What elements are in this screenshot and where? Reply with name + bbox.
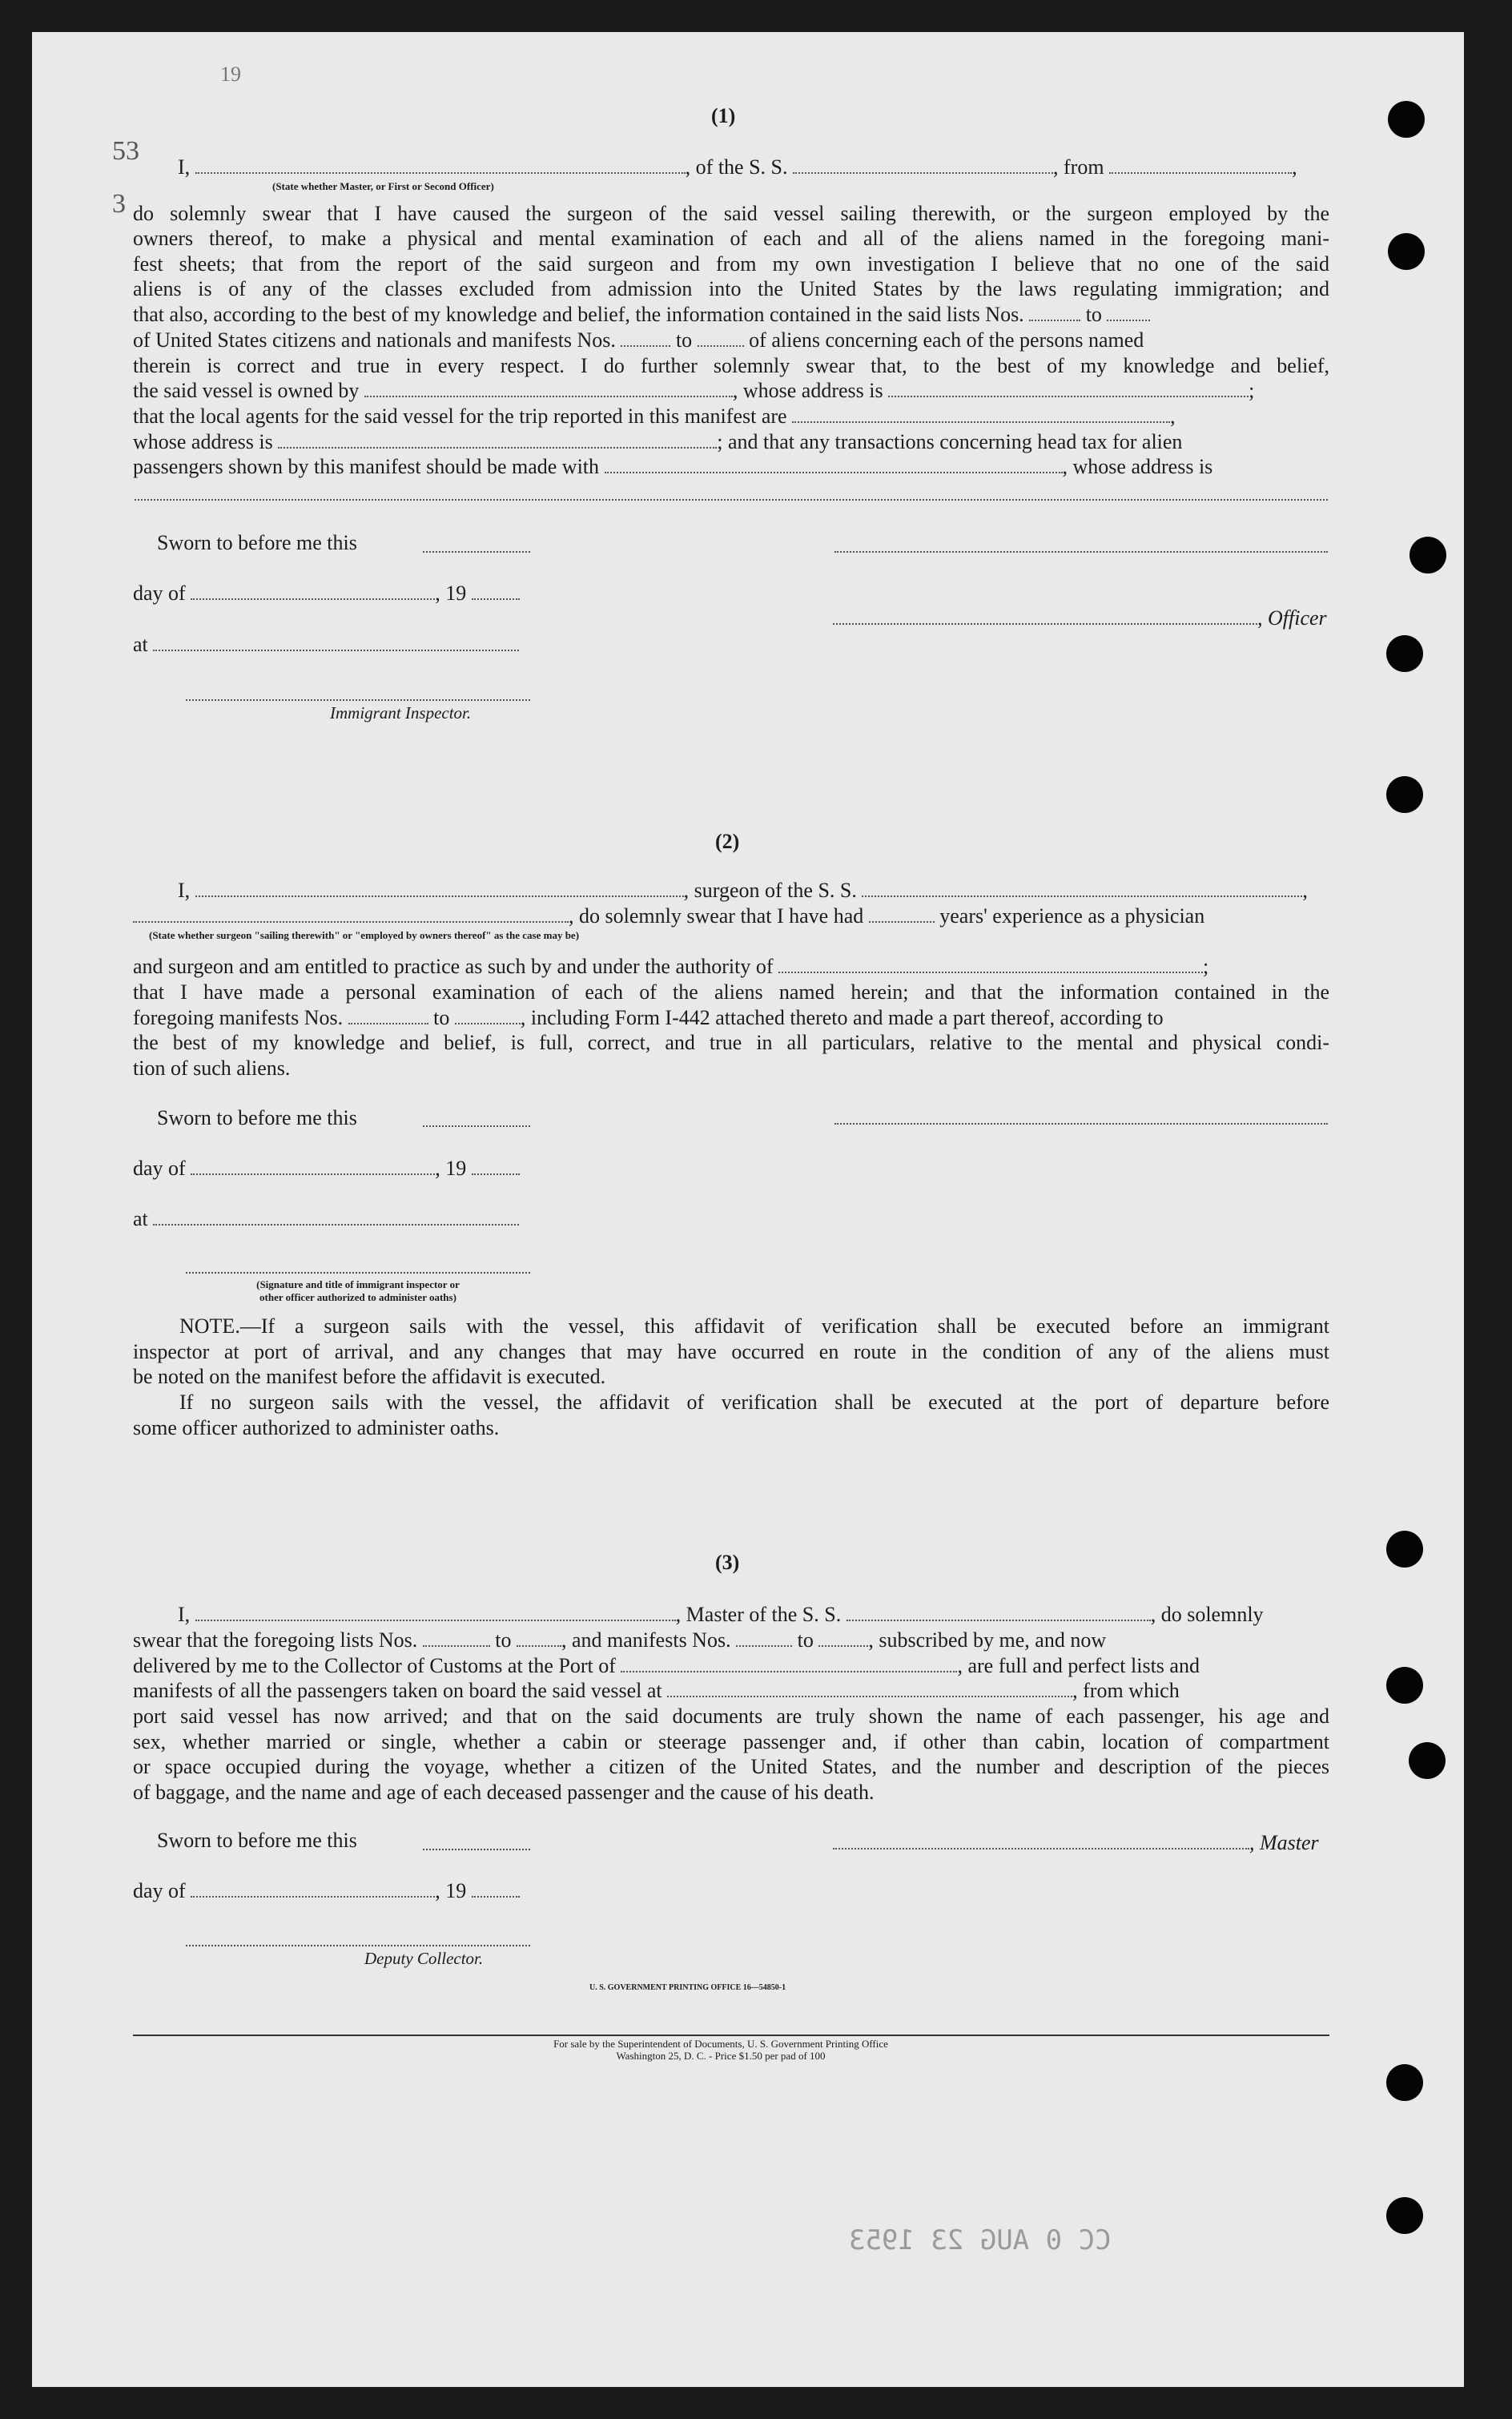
label: I, (178, 155, 191, 179)
inspector-signature-field[interactable] (186, 699, 530, 701)
officer-title-line: , Officer (833, 606, 1327, 631)
label: , whose address is (1062, 455, 1213, 478)
agents-field[interactable] (792, 404, 1170, 423)
owner-address-field[interactable] (888, 378, 1249, 397)
manifests-to-field[interactable] (698, 328, 744, 347)
day-of-label: day of , 19 (133, 581, 520, 606)
sworn-label: Sworn to before me this (157, 1106, 357, 1129)
section-number: (3) (715, 1551, 740, 1574)
head-tax-address-field[interactable] (135, 499, 1328, 501)
punch-hole (1409, 537, 1446, 574)
year-field[interactable] (472, 581, 520, 600)
officer-signature-field[interactable] (834, 551, 1328, 553)
officer-signature-field[interactable] (186, 1272, 530, 1274)
section3-line3: delivered by me to the Collector of Customs at the Port of , are full and perfect lists and (133, 1654, 1200, 1677)
owner-field[interactable] (364, 378, 733, 397)
section3-line: port said vessel has now arrived; and that on the said documents are truly shown the name of each passenger, his age and (133, 1705, 1329, 1728)
note-line: NOTE.—If a surgeon sails with the vessel, this affidavit of verification shall be executed before an immigrant (179, 1314, 1329, 1338)
punch-hole (1386, 2197, 1423, 2234)
label: that the local agents for the said vessel for the trip reported in this manifest are (133, 405, 787, 428)
label: , from (1053, 155, 1104, 179)
label: of aliens concerning each of the persons named (749, 328, 1144, 352)
day-of-field[interactable] (191, 1878, 435, 1898)
inspector-label: Immigrant Inspector. (330, 703, 472, 722)
day-of-field[interactable] (191, 581, 435, 600)
section2-line: the best of my knowledge and belief, is full, correct, and true in all particulars, relative to the mental and physical condi- (133, 1031, 1329, 1054)
section1-agents-address-line (133, 429, 1182, 455)
section1-agents-line: that the local agents for the said vessel for the trip reported in this manifest are , (133, 405, 1176, 428)
label: the said vessel is owned by (133, 379, 360, 402)
manifests-to-field[interactable] (455, 1005, 521, 1024)
master-vessel-field[interactable] (846, 1602, 1151, 1621)
embark-port-field[interactable] (667, 1678, 1072, 1697)
margin-mark: 53 (112, 136, 139, 166)
section1-line: therein is correct and true in every respect. I do further solemnly swear that, to the best of my knowledge and belief, (133, 354, 1329, 377)
section1-passengers-line (133, 454, 1212, 480)
section1-owner-line: the said vessel is owned by , whose address is ; (133, 379, 1255, 402)
note-line: If no surgeon sails with the vessel, the affidavit of verification shall be executed at the port of departure before (179, 1391, 1329, 1414)
sworn-date-field[interactable] (423, 551, 530, 553)
section3-line1: I, , Master of the S. S. , do solemnly (178, 1603, 1264, 1626)
section3-line: or space occupied during the voyage, whether a citizen of the United States, and the number and description of the pieces (133, 1755, 1329, 1778)
master-signature-field[interactable] (833, 1830, 1249, 1849)
section1-lists-line (133, 302, 1150, 328)
day-of-field[interactable] (191, 1156, 435, 1175)
note-line: inspector at port of arrival, and any changes that may have occurred en route in the condition of any of the aliens must (133, 1340, 1329, 1363)
authority-field[interactable] (778, 954, 1203, 973)
filing-stamp: CC 0 AUG 23 1953 (849, 2224, 1112, 2256)
footer-text: For sale by the Superintendent of Documents, U. S. Government Printing Office Washington 25, D. C. - Price $1.50 per pad of 100 (553, 2038, 888, 2062)
punch-hole (1386, 2064, 1423, 2101)
surgeon-signature-field[interactable] (834, 1123, 1328, 1125)
officer-name-field[interactable] (195, 155, 686, 174)
signature-note: (Signature and title of immigrant inspector or other officer authorized to administer oaths) (256, 1278, 460, 1303)
section2-line1: I, , surgeon of the S. S. , (178, 879, 1308, 902)
gpo-imprint: U. S. GOVERNMENT PRINTING OFFICE 16—54850-1 (589, 1983, 786, 1992)
punch-hole (1386, 1667, 1423, 1704)
master-signature-line: , Master (833, 1830, 1319, 1856)
port-field[interactable] (621, 1653, 957, 1672)
sworn-label: Sworn to before me this (157, 531, 357, 554)
at-label: at (133, 632, 519, 658)
vessel-name-field[interactable] (793, 155, 1053, 174)
surgeon-vessel-field[interactable] (862, 878, 1302, 897)
punch-hole (1388, 101, 1425, 138)
margin-mark: 19 (220, 62, 241, 86)
master-name-field[interactable] (195, 1602, 676, 1621)
label: , of the S. S. (685, 155, 788, 179)
collector-signature-field[interactable] (186, 1945, 530, 1946)
section1-citizens-line (133, 328, 1144, 353)
note-line: some officer authorized to administer oaths. (133, 1416, 500, 1439)
surgeon-name-field[interactable] (195, 878, 684, 897)
years-field[interactable] (869, 904, 935, 923)
at-field[interactable] (153, 1206, 519, 1226)
section2-authority-line: and surgeon and am entitled to practice as such by and under the authority of ; (133, 955, 1209, 978)
head-tax-contact-field[interactable] (605, 454, 1063, 473)
label: ; and that any transactions concerning head tax for alien (717, 430, 1183, 453)
state-note: (State whether surgeon "sailing therewith" or "employed by owners thereof" as the case may be) (149, 929, 580, 941)
from-port-field[interactable] (1109, 155, 1292, 174)
officer-title-field[interactable] (833, 606, 1257, 625)
year-field[interactable] (472, 1878, 520, 1898)
section3-line4: manifests of all the passengers taken on board the said vessel at , from which (133, 1679, 1180, 1702)
section2-line2: , do solemnly swear that I have had years' experience as a physician (133, 904, 1204, 929)
label: passengers shown by this manifest should be made with (133, 455, 600, 478)
margin-mark: 3 (112, 189, 126, 219)
label: to (675, 328, 693, 352)
surgeon-status-field[interactable] (133, 904, 569, 923)
section3-line: of baggage, and the name and age of each deceased passenger and the cause of his death. (133, 1781, 875, 1804)
section2-line: tion of such aliens. (133, 1057, 291, 1080)
label: of United States citizens and nationals and manifests Nos. (133, 328, 616, 352)
day-of-label: day of , 19 (133, 1156, 520, 1181)
section-number: (1) (711, 104, 736, 127)
lists-to-field[interactable] (1107, 302, 1150, 321)
note-line: be noted on the manifest before the affidavit is executed. (133, 1365, 606, 1388)
manifests-from-field[interactable] (621, 328, 670, 347)
section1-line: owners thereof, to make a physical and mental examination of each and all of the aliens named in the foregoing mani- (133, 227, 1329, 250)
sworn-date-field[interactable] (423, 1849, 530, 1850)
collector-label: Deputy Collector. (364, 1949, 484, 1968)
punch-hole (1386, 776, 1423, 813)
section3-line: sex, whether married or single, whether a cabin or steerage passenger and, if other than cabin, location of compartment (133, 1730, 1329, 1753)
agents-address-field[interactable] (278, 429, 717, 449)
punch-hole (1386, 1531, 1423, 1568)
at-field[interactable] (153, 632, 519, 651)
manifests-from-field[interactable] (736, 1628, 792, 1647)
punch-hole (1386, 635, 1423, 672)
section3-line2: swear that the foregoing lists Nos. to , and manifests Nos. to , subscribed by me, and now (133, 1628, 1107, 1652)
lists-from-field[interactable] (1029, 302, 1080, 321)
section2-manifests-line: foregoing manifests Nos. to , including Form I-442 attached thereto and made a part thereof, according to (133, 1006, 1164, 1029)
year-field[interactable] (472, 1156, 520, 1175)
section1-line: do solemnly swear that I have caused the surgeon of the said vessel sailing therewith, or the surgeon employed by the (133, 202, 1329, 225)
section2-line: that I have made a personal examination of each of the aliens named herein; and that the information contained in the (133, 980, 1329, 1004)
manifests-from-field[interactable] (348, 1005, 428, 1024)
section1-line: fest sheets; that from the report of the said surgeon and from my own investigation I believe that no one of the said (133, 252, 1329, 276)
manifests-to-field[interactable] (818, 1628, 868, 1647)
punch-hole (1409, 1742, 1446, 1779)
label: , whose address is (732, 379, 883, 402)
footer-rule (133, 2035, 1329, 2036)
lists-from-field[interactable] (423, 1628, 490, 1647)
sworn-date-field[interactable] (423, 1125, 530, 1127)
punch-hole (1388, 233, 1425, 270)
day-of-label: day of , 19 (133, 1878, 520, 1904)
sworn-label: Sworn to before me this (157, 1829, 357, 1852)
state-note: (State whether Master, or First or Second Officer) (272, 180, 494, 192)
label: that also, according to the best of my knowledge and belief, the information contained in the said lists Nos. (133, 303, 1024, 326)
section1-line: aliens is of any of the classes excluded from admission into the United States by the laws regulating immigration; and (133, 277, 1329, 300)
section1-line1: I, , of the S. S. , from , (178, 155, 1297, 179)
section-number: (2) (715, 830, 740, 853)
lists-to-field[interactable] (517, 1628, 561, 1647)
label: whose address is (133, 430, 273, 453)
at-label: at (133, 1206, 519, 1232)
label: to (1085, 303, 1102, 326)
